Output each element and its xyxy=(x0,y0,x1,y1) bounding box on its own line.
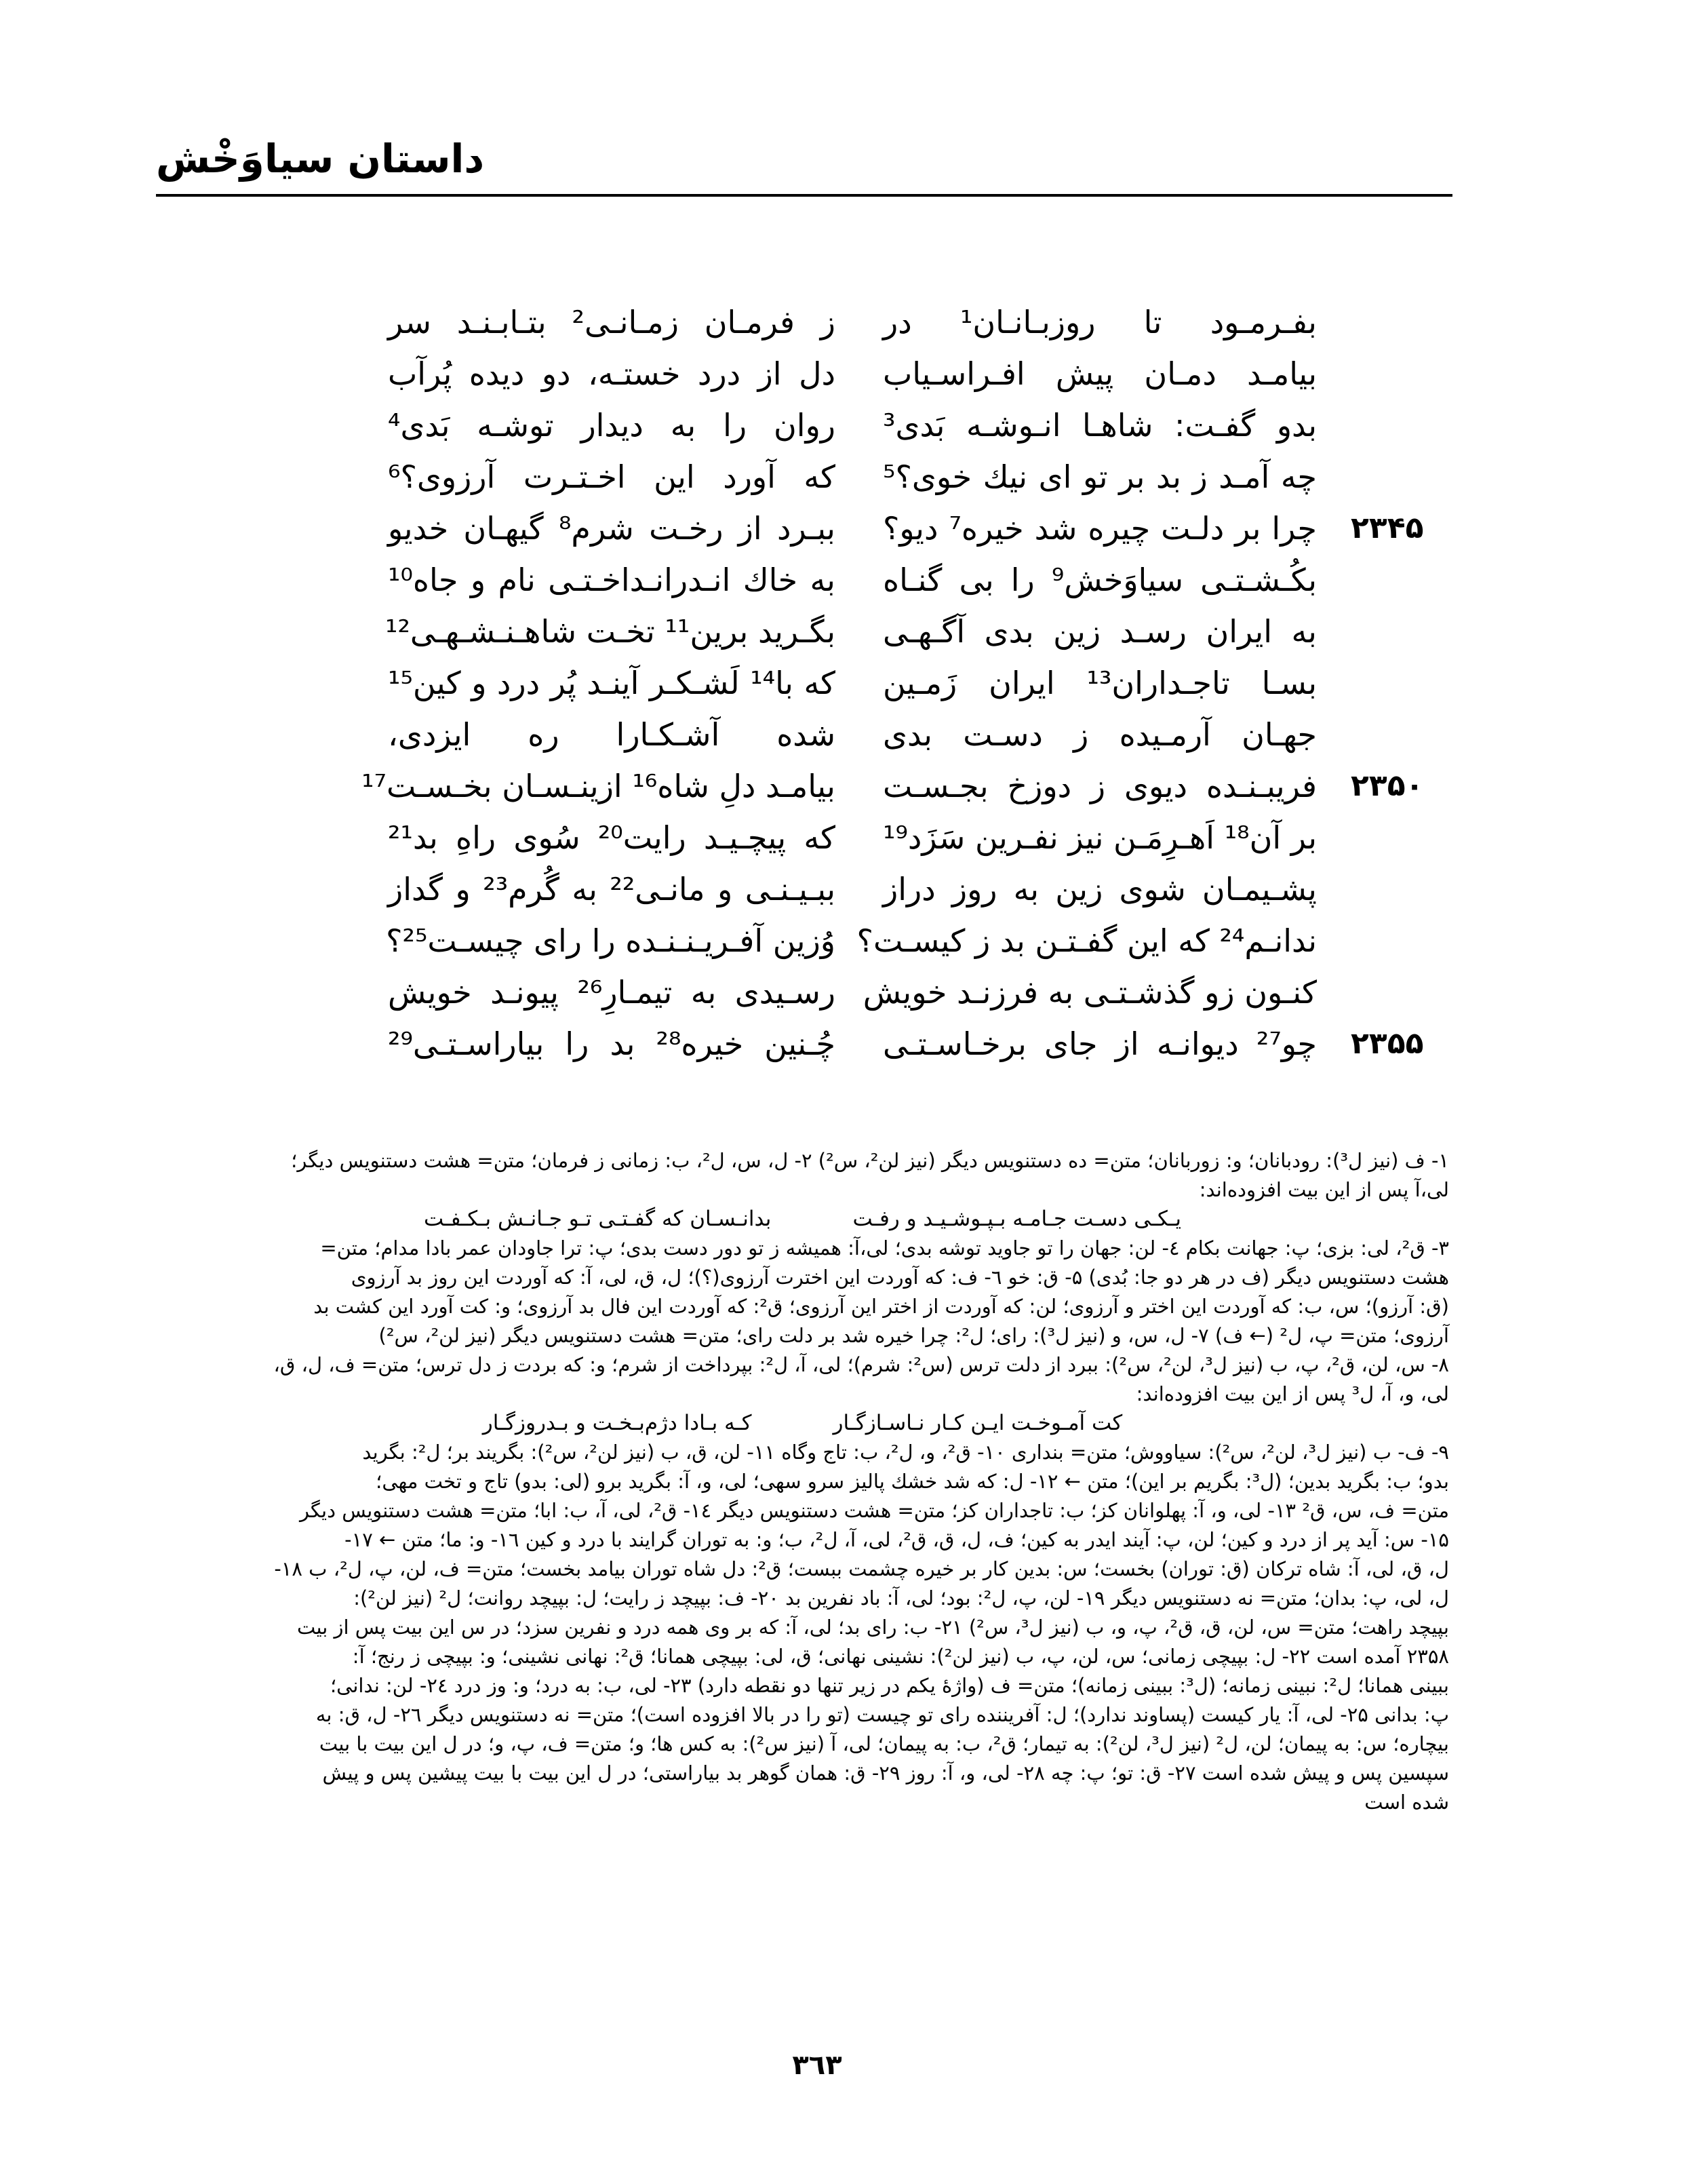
footnote-line: لی، و، آ، ل³ پس از این بیت افزوده‌اند: xyxy=(1136,1382,1449,1405)
hemistich-right: فریبـنـده دیوی ز دوزخ بجـسـت xyxy=(883,768,1317,804)
added-verse-right: یـکـی دسـت جـامـه بـپـوشـیـد و رفـت xyxy=(852,1207,1181,1231)
footnote-line: بدو؛ ب: بگرید بدین؛ (ل³: بگریم بر این)؛ متن ← ۱۲- ل: که شد خشك پالیز سرو سهی؛ لی، و، آ: بگرید برو (لی: بدو) تاج و تخت مهی؛ xyxy=(376,1470,1449,1493)
added-verse-left: بدانـسـان که گفـتـی تـو جـانـش بـکـفـت xyxy=(424,1207,772,1231)
hemistich-right: بفـرمـود تا روزبـانـان¹ در xyxy=(883,304,1317,340)
hemistich-right: بدو گفـت: شاهـا انـوشـه بَدی³ xyxy=(883,407,1317,444)
hemistich-right: بیامـد دمـان پیش افـراسـیاب xyxy=(883,355,1317,392)
hemistich-left: رسـیدی به تیمـارِ²⁶ پیونـد خویش xyxy=(388,974,835,1011)
verse-row xyxy=(0,814,1683,861)
verse-row xyxy=(0,969,1683,1016)
hemistich-right: چرا بر دلـت چیره شد خیره⁷ دیو؟ xyxy=(883,510,1317,547)
running-header xyxy=(156,136,1452,190)
hemistich-left: شده آشـکـارا ره ایزدی، xyxy=(388,716,835,753)
page-number: ۳٦۳ xyxy=(792,2050,842,2081)
verse-row xyxy=(0,1020,1683,1068)
hemistich-left: چُـنین خیره²⁸ بد را بیاراسـتـی²⁹ xyxy=(388,1026,835,1062)
footnote-line: آرزوی؛ متن= پ، ل² (← ف) ۷- ل، س، و (نیز ل³): رای؛ ل²: چرا خیره شد بر دلت رای؛ متن= هشت دستنویس دیگر (نیز لن²، س²) xyxy=(378,1324,1449,1347)
added-verse-right: کت آمـوخـت ایـن کـار نـاسـازگـار xyxy=(833,1411,1123,1435)
footnote-line: سپسین پس و پیش شده است ۲۷- ق: تو؛ پ: چه ۲۸- لی، و، آ: روز ۲۹- ق: همان گوهر بد بیاراستی؛ در ل این بیت با بیت پیشین پس و پیش xyxy=(322,1761,1449,1785)
footnote-line: بپیچد راهت؛ متن= س، لن، ق، ق²، پ، و، ب (نیز ل³، س²) ۲۱- ب: رای بد؛ لی، آ: که بر وی همه درد و نفرین سزد؛ در س این بیت پس از بیت xyxy=(296,1616,1449,1639)
footnote-added-verse xyxy=(156,1409,1449,1438)
verse-number: ۲۳۵۵ xyxy=(1351,1026,1424,1061)
footnote-line: هشت دستنویس دیگر (ف در هر دو جا: بُدی) ۵- ق: خو ٦- ف: که آوردت این اخترت آرزوی(؟)؛ ل، ق، لی، آ: که آوردت این روز بد آرزوی xyxy=(351,1266,1449,1289)
hemistich-right: پشـیمـان شوی زین به روز دراز xyxy=(883,871,1317,908)
hemistich-left: که با¹⁴ لَشـکـر آینـد پُر درد و کین¹⁵ xyxy=(388,665,835,701)
hemistich-left: که پیچـیـد رایت²⁰ سُوی راهِ بد²¹ xyxy=(388,819,835,856)
hemistich-left: ز فرمـان زمـانـی² بتـابـنـد سر xyxy=(388,304,835,340)
poem-verses xyxy=(0,298,1683,1072)
footnote-line: بیچاره؛ س: به پیمان؛ لن، ل² (نیز ل³، لن²): به تیمار؛ ق²، ب: به پیمان؛ لی، آ (نیز س²): به کس ها؛ و؛ متن= ف، پ، و؛ در ل این بیت با بیت xyxy=(319,1732,1449,1755)
hemistich-right: کنـون زو گذشـتـی به فرزنـد خویش xyxy=(863,974,1317,1011)
verse-row xyxy=(0,659,1683,707)
footnote-line: ببینی همانا؛ ل²: نبینی زمانه؛ (ل³: ببینی زمانه)؛ متن= ف (واژهٔ یکم در زیر تنها دو نقطه دارد) ۲۳- لی، ب: به درد؛ و: وز درد ۲٤- لن: ندانی؛ xyxy=(330,1674,1449,1697)
hemistich-right: جهـان آرمـیده ز دسـت بدی xyxy=(883,716,1317,753)
verse-row xyxy=(0,865,1683,913)
footnote-line: پ: بدانی ۲۵- لی، آ: یار کیست (پساوند ندارد)؛ ل: آفریننده رای تو چیست (تو را در بالا افزوده است)؛ متن= نه دستنویس دیگر ۲٦- ل، ق: به xyxy=(315,1703,1449,1726)
hemistich-left: روان را به دیدار توشـه بَدی⁴ xyxy=(388,407,835,444)
footnote-line: ۳- ق²، لی: بزی؛ پ: جهانت بکام ٤- لن: جهان را تو جاوید توشه بدی؛ لی،آ: همیشه ز تو دور دست بدی؛ پ: ترا جاودان عمر بادا مدام؛ متن= xyxy=(320,1236,1449,1260)
footnotes xyxy=(156,1146,1449,1817)
hemistich-right: بسـا تاجـداران¹³ ایران زَمـین xyxy=(883,665,1317,701)
footnote-line: ل، ق، لی، آ: شاه ترکان (ق: توران) بخست؛ س: بدین کار بر خیره چشمت ببست؛ ق²: دل شاه توران بیامد بخست؛ متن= ف، لن، پ، ل²، ب ۱۸- xyxy=(274,1557,1449,1580)
verse-row xyxy=(0,298,1683,346)
verse-number: ۲۳۵۰ xyxy=(1351,768,1424,803)
verse-row xyxy=(0,350,1683,397)
verse-row xyxy=(0,608,1683,655)
footnote-line: ۱- ف (نیز ل³): رودبانان؛ و: زوربانان؛ متن= ده دستنویس دیگر (نیز لن²، س²) ۲- ل، س، ل²، ب: زمانی ز فرمان؛ متن= هشت دستنویس دیگر؛ xyxy=(291,1149,1449,1172)
hemistich-left: ببـرد از رخـت شرم⁸ گیهـان خدیو xyxy=(388,510,835,547)
hemistich-left: که آورد این اخـتـرت آرزوی؟⁶ xyxy=(388,459,835,495)
page-title: داستان سیاوَخْش xyxy=(156,136,485,182)
hemistich-left: بگـرید برین¹¹ تخـت شاهـنـشـهـی¹² xyxy=(385,613,835,650)
footnote-line: ۱۵- س: آید پر از درد و کین؛ لن، پ: آیند ایدر به کین؛ ف، ل، ق، ق²، لی، آ، ل²، ب؛ و: به توران گرایند با درد و کین ۱٦- و: ما؛ متن ← ۱۷- xyxy=(344,1528,1449,1551)
hemistich-left: وُزین آفـریـنـنـده را رای چیسـت²⁵؟ xyxy=(386,922,835,959)
footnote-line: ل، لی، پ: بدان؛ متن= نه دستنویس دیگر ۱۹- لن، پ، ل²: بود؛ لی، آ: باد نفرین بد ۲۰- ف: بپیچد ز رایت؛ ل: بپیچد روانت؛ ل² (نیز لن²): xyxy=(353,1586,1449,1610)
hemistich-left: دل از درد خستـه، دو دیده پُرآب xyxy=(388,355,835,392)
hemistich-right: چه آمـد ز بد بر تو ای نیك خوی؟⁵ xyxy=(883,459,1317,495)
hemistich-right: به ایران رسـد زین بدی آگـهـی xyxy=(883,613,1317,650)
hemistich-right: چو²⁷ دیوانـه از جای برخـاسـتـی xyxy=(883,1026,1317,1062)
verse-row xyxy=(0,762,1683,810)
added-verse-left: کـه بـادا دژم‌بـخـت و بـدروزگـار xyxy=(482,1411,752,1435)
footnote-line: ۲۳۵۸ آمده است ۲۲- ل: بپیچی زمانی؛ س، لن، پ، ب (نیز لن²): نشینی نهانی؛ ق، لی: بپیچی همانا؛ ق²: نهانی نشینی؛ و: بپیچی ز رنج؛ آ: xyxy=(352,1645,1449,1668)
footnote-line: لی،آ پس از این بیت افزوده‌اند: xyxy=(1199,1178,1449,1201)
hemistich-right: ندانـم²⁴ که این گفـتـن بد ز کیسـت؟ xyxy=(856,922,1317,959)
verse-row xyxy=(0,453,1683,501)
footnote-line: ۸- س، لن، ق²، پ، ب (نیز ل³، لن²، س²): ببرد از دلت ترس (س²: شرم)؛ لی، آ، ل²: بپرداخت از شرم؛ و: که بردت ز دل ترس؛ متن= ف، ل، ق، xyxy=(273,1353,1449,1376)
footnote-line: شده است xyxy=(1364,1791,1449,1814)
verse-row xyxy=(0,711,1683,758)
footnote-line: (ق: آرزو)؛ س، ب: که آوردت این اختر و آرزوی؛ لن: که آوردت از اختر این آرزوی؛ ق²: که آوردت این فال بد آرزوی؛ و: کت آورد این کشت بد xyxy=(313,1295,1449,1318)
hemistich-left: به خاك انـدرانـداخـتـی نام و جاه¹⁰ xyxy=(388,562,835,598)
footnote-line: ۹- ف- ب (نیز ل³، لن²، س²): سیاووش؛ متن= بنداری ۱۰- ق²، و، ل²، ب: تاج وگاه ۱۱- لن، ق، ب (نیز لن²، س²): بگریند بر؛ ل²: بگرید xyxy=(362,1441,1449,1464)
verse-row xyxy=(0,402,1683,449)
footnote-added-verse xyxy=(156,1205,1449,1234)
verse-row xyxy=(0,505,1683,552)
hemistich-right: بکُـشـتـی سیاوَخش⁹ را بی گنـاه xyxy=(883,562,1317,598)
hemistich-left: بیامـد دلِ شاه¹⁶ ازینـسـان بخـسـت¹⁷ xyxy=(361,768,835,804)
hemistich-left: ببـیـنـی و مانـی²² به گُرم²³ و گداز xyxy=(388,871,835,908)
verse-number: ۲۳۴۵ xyxy=(1351,511,1424,545)
header-divider xyxy=(156,194,1452,197)
verse-row xyxy=(0,556,1683,604)
hemistich-right: بر آن¹⁸ اَهـرِمَـن نیز نفـرین سَزَد¹⁹ xyxy=(883,819,1317,856)
footnote-line: متن= ف، س، ق² ۱۳- لی، و، آ: پهلوانان کز؛ ب: تاجداران کز؛ متن= هشت دستنویس دیگر ١٤- ق²، لی، آ، ب: ابا؛ متن= هشت دستنویس دیگر xyxy=(300,1499,1449,1522)
verse-row xyxy=(0,917,1683,964)
